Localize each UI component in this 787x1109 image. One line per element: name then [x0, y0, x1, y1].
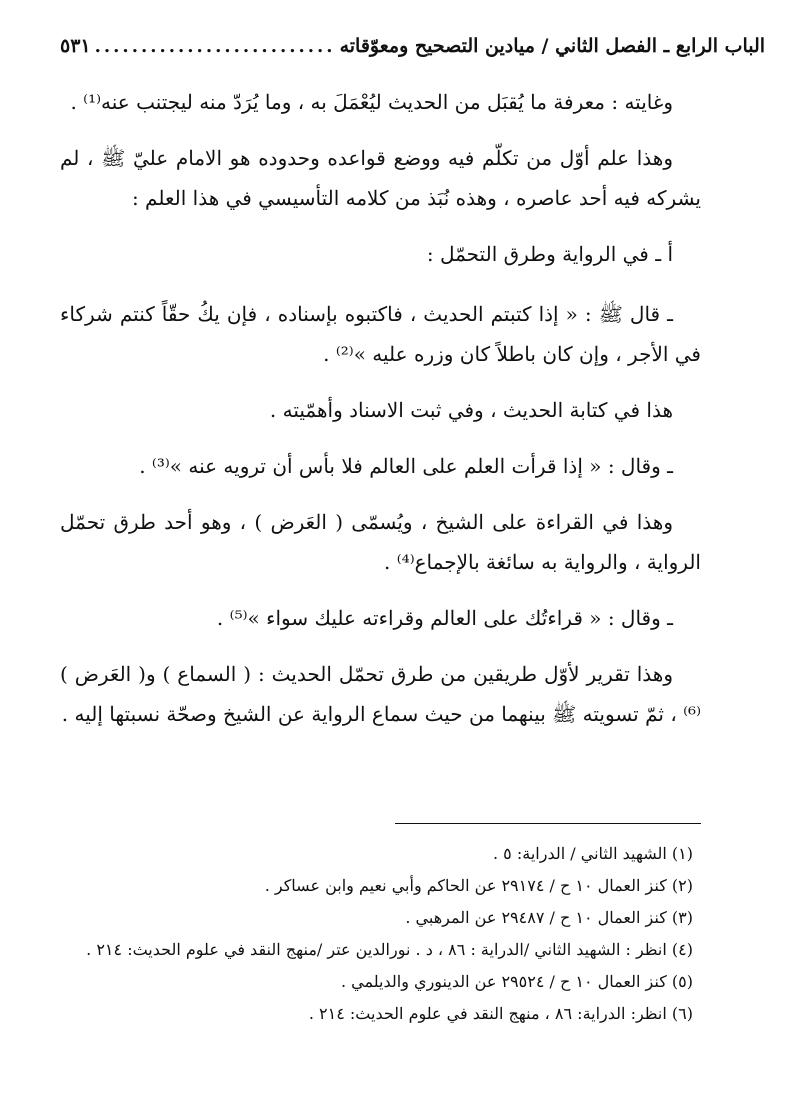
paragraph-reading-comment: وهذا في القراءة على الشيخ ، ويُسمّى ( العَرض ) ، وهو أحد طرق تحمّل الرواية ، والرواية به سائغة بالإجماع⁽⁴⁾ . — [60, 510, 701, 574]
paragraph-founder: وهذا علم أوّل من تكلّم فيه ووضع قواعده وحدوده هو الامام عليّ ﷺ ، لم يشركه فيه أحد عاصره ، وهذه نُبَذ من كلامه التأسيسي في هذا العلم : — [60, 146, 701, 210]
quote-reading: ـ وقال : « إذا قرأت العلم على العالم فلا بأس أن ترويه عنه »⁽³⁾ . — [139, 454, 673, 478]
paragraph-conclusion: وهذا تقرير لأوّل طريقين من طرق تحمّل الحديث : ( السماع ) و( العَرض )⁽⁶⁾ ، ثمّ تسويته ﷺ بينهما من حيث سماع الرواية عن الشيخ وصحّة نسبتها إليه . — [60, 662, 701, 726]
footnote-5: (٥) كنز العمال ١٠ ح / ٢٩٥٢٤ عن الدينوري والديلمي . — [341, 972, 693, 991]
chapter-title: الباب الرابع ـ الفصل الثاني / ميادين التصحيح ومعوّقاته — [339, 35, 766, 57]
paragraph-writing-comment: هذا في كتابة الحديث ، وفي ثبت الاسناد وأهمّيته . — [269, 398, 673, 422]
header-leader-dots: .......................... — [94, 35, 336, 57]
running-header — [60, 26, 766, 66]
paragraph-purpose: وغايته : معرفة ما يُقبَل من الحديث ليُعْمَلَ به ، وما يُرَدّ منه ليجتنب عنه⁽¹⁾ . — [70, 90, 673, 114]
footnote-1: (١) الشهيد الثاني / الدراية: ٥ . — [493, 844, 693, 863]
footnote-divider — [395, 823, 701, 824]
page-number: ٥٣١ — [60, 35, 91, 57]
footnotes — [60, 838, 693, 1030]
footnote-2: (٢) كنز العمال ١٠ ح / ٢٩١٧٤ عن الحاكم وأبي نعيم وابن عساكر . — [264, 876, 693, 895]
section-heading: أ ـ في الرواية وطرق التحمّل : — [426, 242, 673, 266]
quote-writing: ـ قال ﷺ : « إذا كتبتم الحديث ، فاكتبوه بإسناده ، فإن يكُ حقّاً كنتم شركاء في الأجر ، وإن كان باطلاً كان وزره عليه »⁽²⁾ . — [60, 302, 701, 366]
quote-equality: ـ وقال : « قراءتُك على العالم وقراءته عليك سواء »⁽⁵⁾ . — [216, 606, 673, 630]
main-text — [60, 82, 701, 750]
footnote-3: (٣) كنز العمال ١٠ ح / ٢٩٤٨٧ عن المرهبي . — [405, 908, 693, 927]
footnote-4: (٤) انظر : الشهيد الثاني /الدراية : ٨٦ ، د . نورالدين عتر /منهج النقد في علوم الحديث: ٢١٤ . — [86, 940, 693, 959]
footnote-6: (٦) انظر: الدراية: ٨٦ ، منهج النقد في علوم الحديث: ٢١٤ . — [308, 1004, 693, 1023]
